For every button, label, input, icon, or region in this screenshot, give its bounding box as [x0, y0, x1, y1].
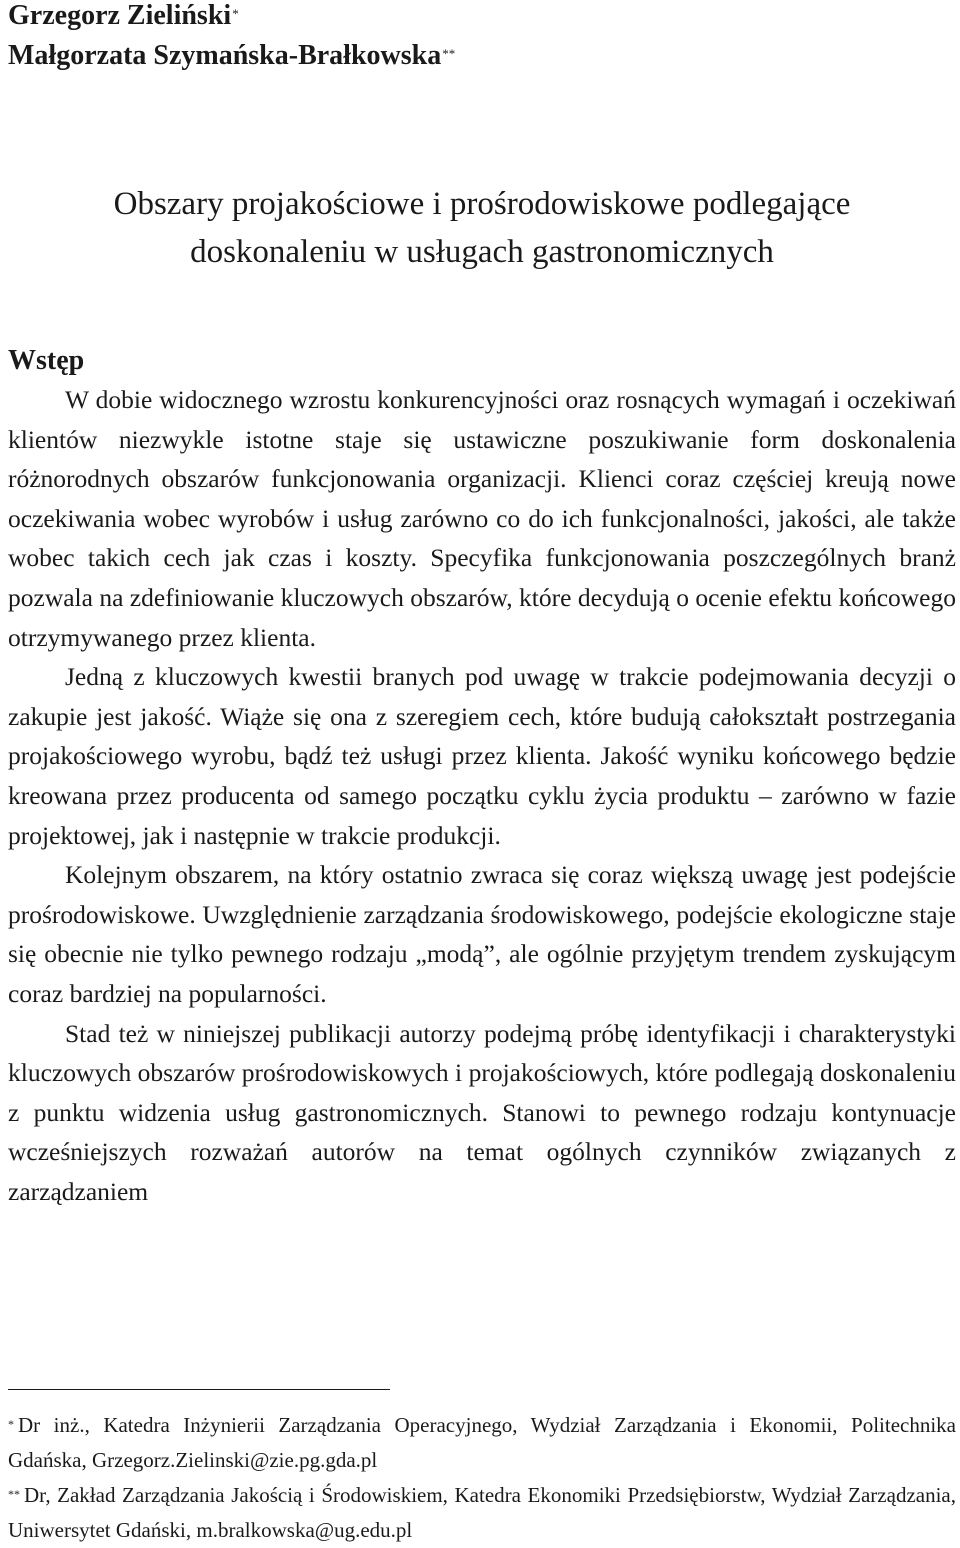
paper-title-line: Obszary projakościowe i prośrodowiskowe podlegające	[113, 186, 851, 222]
footnote-text: Dr inż., Katedra Inżynierii Zarządzania Operacyjnego, Wydział Zarządzania i Ekonomii, Politechnika Gdańska, Grzegorz.Zielinski@zie.pg.gda.pl	[8, 1413, 956, 1472]
footnote	[8, 1478, 956, 1548]
author-name-text: Grzegorz Zieliński	[8, 0, 232, 31]
footnote-text: Dr, Zakład Zarządzania Jakością i Środowiskiem, Katedra Ekonomiki Przedsiębiorstw, Wydział Zarządzania, Uniwersytet Gdański, m.bralkowska@ug.edu.pl	[8, 1483, 956, 1542]
footnote-separator	[8, 1389, 390, 1390]
author-name-text: Małgorzata Szymańska-Brałkowska	[8, 40, 442, 71]
footnote-mark: *	[232, 6, 239, 21]
footnote	[8, 1408, 956, 1478]
footnote-mark: **	[8, 1487, 20, 1501]
paper-title	[8, 180, 956, 276]
body-paragraph: Jedną z kluczowych kwestii branych pod uwagę w trakcie podejmowania decyzji o zakupie jest jakość. Wiąże się ona z szeregiem cech, które budują całokształt postrzegania projakościowego wyrobu, bądź też usługi przez klienta. Jakość wyniku końcowego będzie kreowana przez producenta od samego początku cyklu życia produktu – zarówno w fazie projektowej, jak i następnie w trakcie produkcji.	[8, 662, 956, 850]
body-paragraph: Stad też w niniejszej publikacji autorzy podejmą próbę identyfikacji i charakterystyki kluczowych obszarów prośrodowiskowych i projakościowych, które podlegają doskonaleniu z punktu widzenia usług gastronomicznych. Stanowi to pewnego rodzaju kontynuacje wcześniejszych rozważań autorów na temat ogólnych czynników związanych z zarządzaniem	[8, 1018, 956, 1206]
section-heading: Wstęp	[8, 345, 85, 376]
author-name	[8, 36, 956, 76]
body-paragraph: Kolejnym obszarem, na który ostatnio zwraca się coraz większą uwagę jest podejście prośrodowiskowe. Uwzględnienie zarządzania środowiskowego, podejście ekologiczne staje się obecnie nie tylko pewnego rodzaju „modą”, ale ogólnie przyjętym trendem zyskującym coraz bardziej na popularności.	[8, 860, 956, 1008]
paper-title-line: doskonaleniu w usługach gastronomicznych	[190, 234, 774, 270]
footnote-mark: **	[442, 46, 456, 61]
footnote-mark: *	[8, 1417, 14, 1431]
body-paragraph: W dobie widocznego wzrostu konkurencyjności oraz rosnących wymagań i oczekiwań klientów niezwykle istotne staje się ustawiczne poszukiwanie form doskonalenia różnorodnych obszarów funkcjonowania organizacji. Klienci coraz częściej kreują nowe oczekiwania wobec wyrobów i usług zarówno co do ich funkcjonalności, jakości, ale także wobec takich cech jak czas i koszty. Specyfika funkcjonowania poszczególnych branż pozwala na zdefiniowanie kluczowych obszarów, które decydują o ocenie efektu końcowego otrzymywanego przez klienta.	[8, 385, 956, 652]
document-page	[8, 0, 956, 1211]
footnotes	[8, 1408, 956, 1548]
author-name	[8, 0, 956, 36]
